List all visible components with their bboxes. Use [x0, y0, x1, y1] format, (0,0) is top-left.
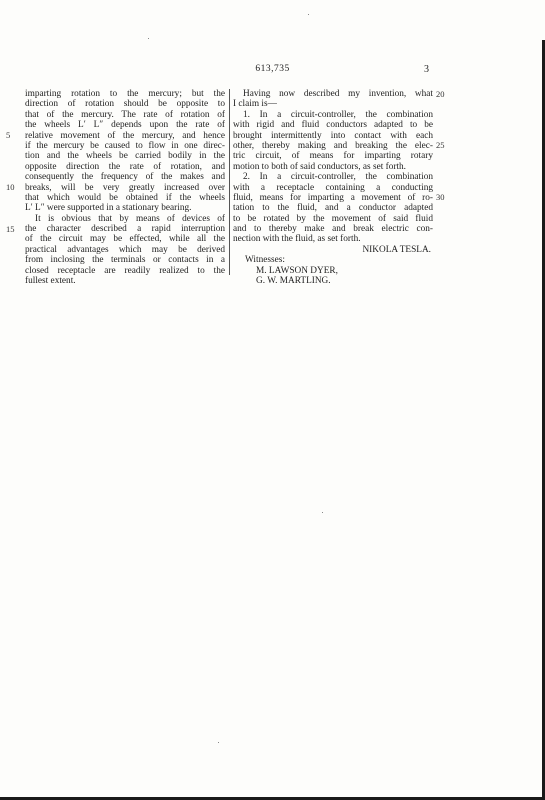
- patent-number: 613,735: [255, 64, 290, 74]
- text-line: relative movement of the mercury, and hence: [25, 130, 225, 141]
- text-line: the character described a rapid interruption: [25, 224, 225, 235]
- right-column: [233, 89, 433, 286]
- left-column: [25, 89, 225, 286]
- page-number: 3: [424, 64, 429, 75]
- scan-speck: [322, 512, 323, 513]
- text-line: I claim is—: [233, 99, 277, 110]
- text-line: with a receptacle containing a conducting: [233, 182, 433, 193]
- line-number: 25: [436, 140, 445, 150]
- text-line: brought intermittently into contact with each: [233, 130, 433, 141]
- text-line: tation to the fluid, and a conductor adapted: [233, 203, 433, 214]
- text-line: that of the mercury. The rate of rotation of: [25, 109, 225, 120]
- text-line: fullest extent.: [25, 276, 76, 287]
- text-line: closed receptacle are readily realized to the: [25, 265, 225, 276]
- text-line: 1. In a circuit-controller, the combination: [243, 109, 433, 120]
- witness-name: G. W. MARTLING.: [256, 276, 331, 287]
- text-line: if the mercury be caused to flow in one direc-: [25, 140, 225, 151]
- text-line: from inclosing the terminals or contacts in a: [25, 255, 225, 266]
- text-line: Having now described my invention, what: [243, 89, 433, 99]
- signature: NIKOLA TESLA.: [362, 244, 431, 255]
- text-line: 2. In a circuit-controller, the combination: [243, 172, 433, 183]
- text-line: opposite direction the rate of rotation, and: [25, 161, 225, 172]
- line-number: 15: [6, 224, 15, 234]
- text-line: L′ L″ were supported in a stationary bearing.: [25, 203, 192, 214]
- text-line: tion and the wheels be carried bodily in the: [25, 151, 225, 162]
- text-line: breaks, will be very greatly increased over: [25, 182, 225, 193]
- line-number: 30: [436, 192, 445, 202]
- text-line: imparting rotation to the mercury; but the: [25, 89, 225, 99]
- witnesses-label: Witnesses:: [245, 255, 285, 266]
- scan-speck: [218, 742, 219, 743]
- text-line: of the circuit may be effected, while all the: [25, 234, 225, 245]
- scan-speck: [148, 38, 149, 39]
- text-line: tric circuit, of means for imparting rotary: [233, 151, 433, 162]
- line-number: 10: [6, 182, 15, 192]
- text-line: consequently the frequency of the makes and: [25, 172, 225, 183]
- text-line: that which would be obtained if the wheels: [25, 192, 225, 203]
- text-line: with rigid and fluid conductors adapted to be: [233, 120, 433, 131]
- text-line: practical advantages which may be derived: [25, 244, 225, 255]
- text-line: nection with the fluid, as set forth.: [233, 234, 361, 245]
- text-line: motion to both of said conductors, as set forth.: [233, 161, 407, 172]
- text-line: to be rotated by the movement of said fluid: [233, 213, 433, 224]
- text-line: and to thereby make and break electric con-: [233, 224, 433, 235]
- column-divider: [229, 89, 230, 275]
- line-number: 20: [436, 89, 445, 99]
- text-line: It is obvious that by means of devices of: [35, 213, 225, 224]
- witness-name: M. LAWSON DYER,: [256, 265, 338, 276]
- text-line: the wheels L′ L″ depends upon the rate of: [25, 120, 225, 131]
- text-line: other, thereby making and breaking the elec-: [233, 140, 433, 151]
- text-line: fluid, means for imparting a movement of ro-: [233, 192, 433, 203]
- scan-speck: [308, 14, 309, 15]
- line-number: 5: [6, 130, 11, 140]
- text-line: direction of rotation should be opposite to: [25, 99, 225, 110]
